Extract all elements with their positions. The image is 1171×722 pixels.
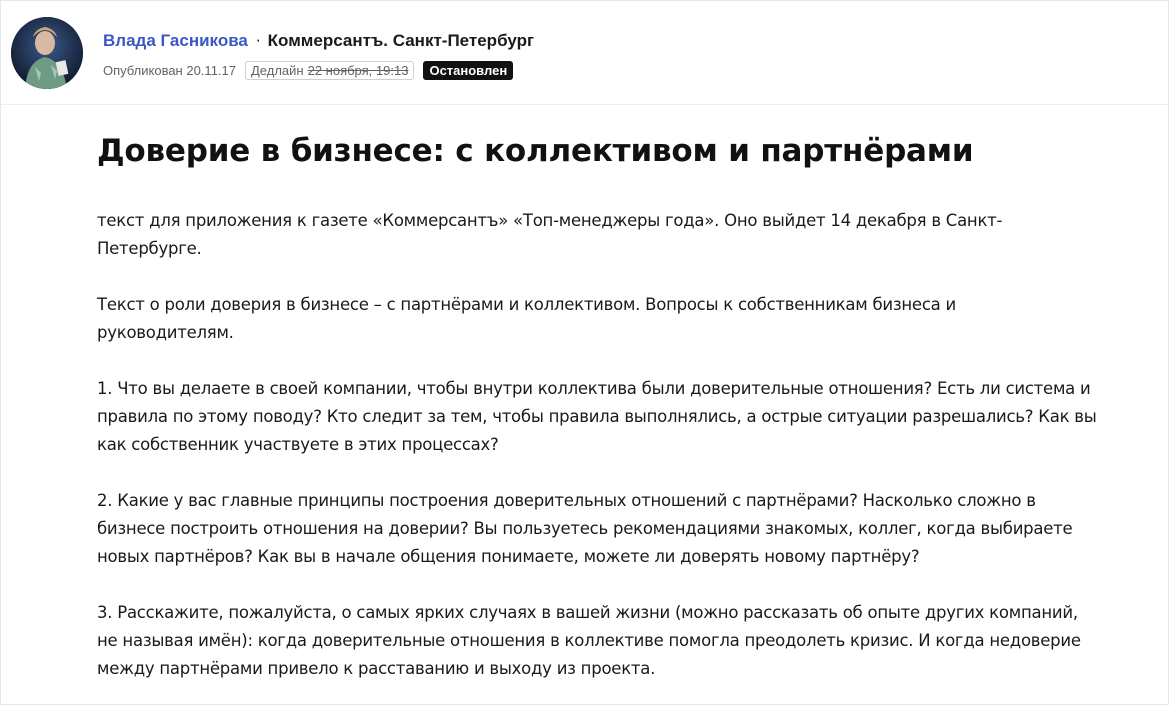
article-paragraph: 3. Расскажите, пожалуйста, о самых ярких случаях в вашей жизни (можно рассказать об опыте других компаний, не называя имён): когда доверительные отношения в коллективе помогла преодолеть кризис. И когда недоверие между партнёрами привело к расставанию и выходу из проекта. bbox=[97, 603, 1081, 678]
article-header bbox=[1, 1, 1168, 105]
article-body bbox=[97, 207, 1097, 711]
separator-dot: · bbox=[255, 32, 261, 50]
avatar-image bbox=[11, 17, 83, 89]
page-title: Доверие в бизнесе: с коллективом и партнёрами bbox=[97, 133, 974, 169]
deadline-box bbox=[245, 61, 414, 80]
avatar[interactable] bbox=[11, 17, 83, 89]
deadline-date: 22 ноября, 19:13 bbox=[307, 63, 409, 78]
outlet-name-link[interactable]: Коммерсантъ. Санкт-Петербург bbox=[267, 31, 535, 50]
author-name-link[interactable]: Влада Гасникова bbox=[103, 31, 248, 50]
article-paragraph: Текст о роли доверия в бизнесе – с партнёрами и коллективом. Вопросы к собственникам бизнеса и руководителям. bbox=[97, 295, 956, 342]
article-paragraph: 2. Какие у вас главные принципы построения доверительных отношений с партнёрами? Насколько сложно в бизнесе построить отношения на доверии? Вы пользуетесь рекомендациями знакомых, коллег, когда выбираете новых партнёров? Как вы в начале общения понимаете, можете ли доверять новому партнёру? bbox=[97, 491, 1073, 566]
status-badge: Остановлен bbox=[423, 61, 513, 80]
author-line bbox=[103, 31, 534, 51]
published-date: Опубликован 20.11.17 bbox=[103, 63, 236, 78]
deadline-label: Дедлайн bbox=[251, 63, 304, 78]
meta-line bbox=[103, 61, 513, 80]
article-paragraph: 1. Что вы делаете в своей компании, чтобы внутри коллектива были доверительные отношения? Есть ли система и правила по этому поводу? Кто следит за тем, чтобы правила выполнялись, а острые ситуации разрешались? Как вы как собственник участвуете в этих процессах? bbox=[97, 379, 1097, 454]
article-paragraph: текст для приложения к газете «Коммерсантъ» «Топ-менеджеры года». Оно выйдет 14 декабря в Санкт-Петербурге. bbox=[97, 211, 1003, 258]
